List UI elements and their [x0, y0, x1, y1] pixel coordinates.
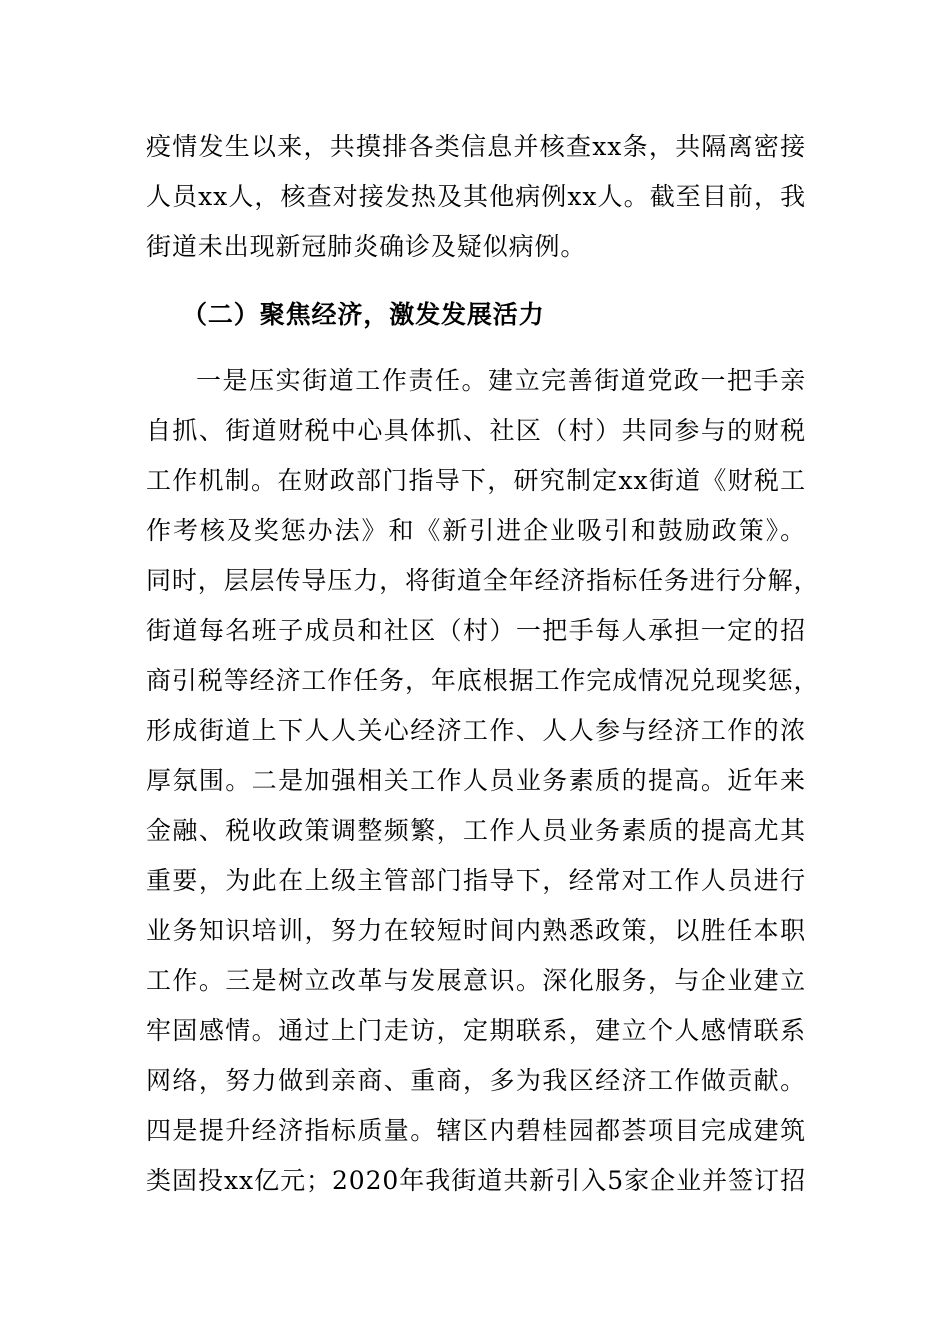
text-line: 重要，为此在上级主管部门指导下，经常对工作人员进行 [146, 866, 806, 895]
text-line: 网络，努力做到亲商、重商，多为我区经济工作做贡献。 [146, 1066, 806, 1095]
document-body [146, 122, 820, 1206]
text-line: 牢固感情。通过上门走访，定期联系，建立个人感情联系 [146, 1016, 806, 1045]
text-line: 街道每名班子成员和社区（村）一把手每人承担一定的招 [146, 616, 806, 645]
text-line: 人员xx人，核查对接发热及其他病例xx人。截至目前，我 [146, 182, 806, 211]
text-line: 形成街道上下人人关心经济工作、人人参与经济工作的浓 [146, 716, 806, 745]
section-heading: （二）聚焦经济，激发发展活力 [182, 300, 545, 329]
text-line: 工作。三是树立改革与发展意识。深化服务，与企业建立 [146, 966, 806, 995]
paragraph-epidemic [146, 122, 806, 272]
text-line: 疫情发生以来，共摸排各类信息并核查xx条，共隔离密接 [146, 132, 806, 161]
text-line: 一是压实街道工作责任。建立完善街道党政一把手亲 [196, 366, 806, 395]
text-line: 工作机制。在财政部门指导下，研究制定xx街道《财税工 [146, 466, 806, 495]
paragraph-economy [146, 356, 820, 1206]
text-line: 同时，层层传导压力，将街道全年经济指标任务进行分解， [146, 566, 820, 595]
text-line: 业务知识培训，努力在较短时间内熟悉政策，以胜任本职 [146, 916, 806, 945]
text-line: 类固投xx亿元；2020年我街道共新引入5家企业并签订招 [146, 1166, 806, 1195]
text-line: 自抓、街道财税中心具体抓、社区（村）共同参与的财税 [146, 416, 806, 445]
text-line: 厚氛围。二是加强相关工作人员业务素质的提高。近年来 [146, 766, 806, 795]
text-line: 商引税等经济工作任务，年底根据工作完成情况兑现奖惩， [146, 666, 820, 695]
text-line: 作考核及奖惩办法》和《新引进企业吸引和鼓励政策》。 [146, 516, 806, 545]
text-line: 街道未出现新冠肺炎确诊及疑似病例。 [146, 232, 587, 261]
text-line: 金融、税收政策调整频繁，工作人员业务素质的提高尤其 [146, 816, 806, 845]
text-line: 四是提升经济指标质量。辖区内碧桂园都荟项目完成建筑 [146, 1116, 806, 1145]
